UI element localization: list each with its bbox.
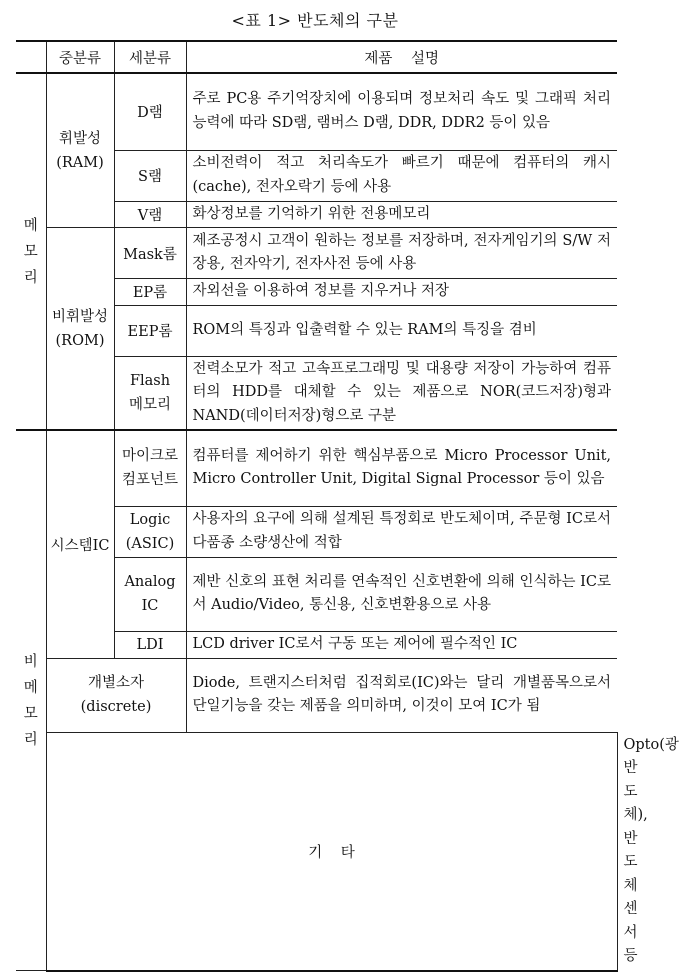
sub-cell: V램 <box>114 201 186 228</box>
table-row <box>16 228 617 279</box>
desc-cell: 제반 신호의 표현 처리를 연속적인 신호변환에 의해 인식하는 IC로서 Audio/Video, 통신용, 신호변환용으로 사용 <box>186 557 617 631</box>
header-description: 제품 설명 <box>186 41 617 73</box>
mid-cell-nonvolatile: 비휘발성 (ROM) <box>46 228 114 431</box>
sub-cell: Analog IC <box>114 557 186 631</box>
desc-cell: Diode, 트랜지스터처럼 집적회로(IC)와는 달리 개별품목으로서 단일기능을 갖는 제품을 의미하며, 이것이 모여 IC가 됨 <box>186 658 617 732</box>
header-sub-category: 세분류 <box>114 41 186 73</box>
header-row <box>16 41 617 73</box>
table-row <box>16 73 617 150</box>
sub-cell: LDI <box>114 631 186 658</box>
group-cell-memory: 메 모 리 <box>16 73 46 430</box>
header-mid-category: 중분류 <box>46 41 114 73</box>
desc-cell: 사용자의 요구에 의해 설계된 특정회로 반도체이며, 주문형 IC로서 다품종 소량생산에 적합 <box>186 506 617 557</box>
desc-cell: 컴퓨터를 제어하기 위한 핵심부품으로 Micro Processor Unit, Micro Controller Unit, Digital Signal Processor 등이 있음 <box>186 430 617 506</box>
desc-cell: LCD driver IC로서 구동 또는 제어에 필수적인 IC <box>186 631 617 658</box>
table-caption: <표 1> 반도체의 구분 <box>231 11 399 30</box>
desc-cell: 자외선을 이용하여 정보를 지우거나 저장 <box>186 279 617 306</box>
sub-cell: Logic (ASIC) <box>114 506 186 557</box>
table-row: 기 타 Opto(광반도체), 반도체센서 등 <box>16 732 617 971</box>
sub-cell: D램 <box>114 73 186 150</box>
sub-cell: 마이크로 컴포넌트 <box>114 430 186 506</box>
desc-cell: 제조공정시 고객이 원하는 정보를 저장하며, 전자게임기의 S/W 저장용, 전자악기, 전자사전 등에 사용 <box>186 228 617 279</box>
group-cell-nonmemory: 비 메 모 리 <box>16 430 46 971</box>
desc-cell: 주로 PC용 주기억장치에 이용되며 정보처리 속도 및 그래픽 처리 능력에 따라 SD램, 램버스 D램, DDR, DDR2 등이 있음 <box>186 73 617 150</box>
desc-cell: ROM의 특징과 입출력할 수 있는 RAM의 특징을 겸비 <box>186 305 617 356</box>
desc-cell: 전력소모가 적고 고속프로그래밍 및 대용량 저장이 가능하여 컴퓨터의 HDD를 대체할 수 있는 제품으로 NOR(코드저장)형과 NAND(데이터저장)형으로 구분 <box>186 356 617 430</box>
table-row <box>16 658 617 732</box>
sub-cell: Flash 메모리 <box>114 356 186 430</box>
desc-cell: 소비전력이 적고 처리속도가 빠르기 때문에 컴퓨터의 캐시(cache), 전자오락기 등에 사용 <box>186 150 617 201</box>
mid-cell-discrete: 개별소자 (discrete) <box>46 658 186 732</box>
sub-cell: EEP롬 <box>114 305 186 356</box>
sub-cell: EP롬 <box>114 279 186 306</box>
header-group <box>16 41 46 73</box>
desc-cell: 화상정보를 기억하기 위한 전용메모리 <box>186 201 617 228</box>
sub-cell: Mask롬 <box>114 228 186 279</box>
sub-cell: S램 <box>114 150 186 201</box>
mid-cell-other: 기 타 <box>46 732 617 971</box>
mid-cell-volatile: 휘발성 (RAM) <box>46 73 114 228</box>
mid-cell-system-ic: 시스템IC <box>46 430 114 658</box>
semiconductor-classification-table <box>16 40 679 972</box>
table-row <box>16 430 617 506</box>
